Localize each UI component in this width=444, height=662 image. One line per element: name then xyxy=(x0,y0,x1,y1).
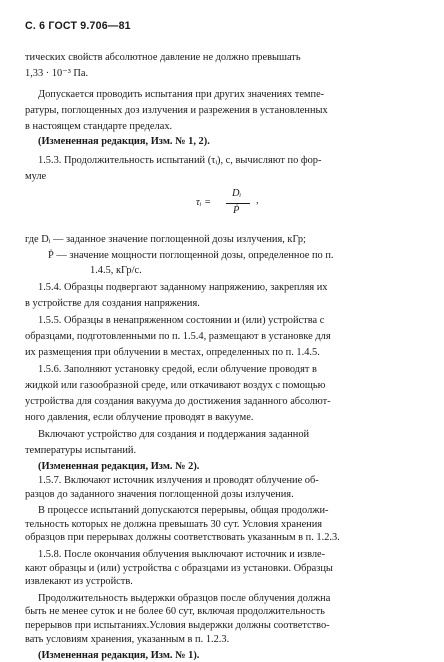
page-header: С. 6 ГОСТ 9.706—81 xyxy=(25,20,131,32)
formula-denominator: Ṗ xyxy=(233,205,240,216)
text-line: 1.5.5. Образцы в ненапряженном состоянии и (или) устройства с xyxy=(38,315,325,326)
formula-numerator: Dᵢ xyxy=(232,188,242,199)
duration-formula xyxy=(196,184,316,224)
text-line: в настоящем стандарте пределах. xyxy=(25,121,173,132)
text-line: 1,33 · 10⁻³ Па. xyxy=(25,68,89,79)
formula-trail: , xyxy=(256,195,259,206)
amendment-note: (Измененная редакция, Изм. № 1, 2). xyxy=(38,136,210,147)
text-line: устройства для создания вакуума до достижения заданного абсолют- xyxy=(25,396,331,407)
text-line: кают образцы и (или) устройства с образцами из установки. Образцы xyxy=(25,563,333,574)
text-line: 1.5.6. Заполняют установку средой, если облучение проводят в xyxy=(38,364,317,375)
text-line: в устройстве для создания напряжения. xyxy=(25,298,200,309)
text-line: 1.5.7. Включают источник излучения и проводят облучение об- xyxy=(38,475,319,486)
text-line: перерывов при испытаниях.Условия выдержки должны соответство- xyxy=(25,620,330,631)
text-line: их размещения при облучении в местах, определенных по п. 1.4.5. xyxy=(25,347,320,358)
text-line: ратуры, поглощенных доз излучения и разрежения в установленных xyxy=(25,105,328,116)
text-line: температуры испытаний. xyxy=(25,445,137,456)
text-line: Допускается проводить испытания при других значениях темпе- xyxy=(38,89,325,100)
amendment-note: (Измененная редакция, Изм. № 1). xyxy=(38,650,200,661)
amendment-note: (Измененная редакция, Изм. № 2). xyxy=(38,461,200,472)
text-line: вать условиям хранения, указанным в п. 1.2.3. xyxy=(25,634,230,645)
text-line: 1.5.8. После окончания облучения выключают источник и извле- xyxy=(38,549,326,560)
text-line: 1.4.5, кГр/с. xyxy=(90,265,142,276)
text-line: тельность которых не должна превышать 30 сут. Условия хранения xyxy=(25,519,323,530)
text-line: жидкой или газообразной среде, или откачивают воздух с помощью xyxy=(25,380,326,391)
text-line: 1.5.4. Образцы подвергают заданному напряжению, закрепляя их xyxy=(38,282,328,293)
text-line: Включают устройство для создания и поддержания заданной xyxy=(38,429,310,440)
text-line: образцов при перерывах должны соответствовать указанным в п. 1.2.3. xyxy=(25,532,340,543)
formula-fraction-bar xyxy=(226,203,250,204)
formula-lhs: τᵢ = xyxy=(196,197,211,208)
text-line: Продолжительность выдержки образцов после облучения должна xyxy=(38,593,331,604)
text-line: образцами, подготовленными по п. 1.5.4, размещают в установке для xyxy=(25,331,331,342)
text-line: быть не менее суток и не более 60 сут, включая продолжительность xyxy=(25,606,325,617)
text-line: муле xyxy=(25,171,47,182)
where-line: Ṗ — значение мощности поглощенной дозы, определенное по п. xyxy=(48,250,334,261)
text-line: извлекают из устройств. xyxy=(25,576,133,587)
text-line: В процессе испытаний допускаются перерывы, общая продолжи- xyxy=(38,505,329,516)
text-line: тических свойств абсолютное давление не должно превышать xyxy=(25,52,301,63)
where-line: где Dᵢ — заданное значение поглощенной дозы излучения, кГр; xyxy=(25,234,306,245)
text-line: ного давления, если облучение проводят в вакууме. xyxy=(25,412,254,423)
text-line: разцов до заданного значения поглощенной дозы излучения. xyxy=(25,489,294,500)
text-line: 1.5.3. Продолжительность испытаний (τᵢ), с, вычисляют по фор- xyxy=(38,155,322,166)
